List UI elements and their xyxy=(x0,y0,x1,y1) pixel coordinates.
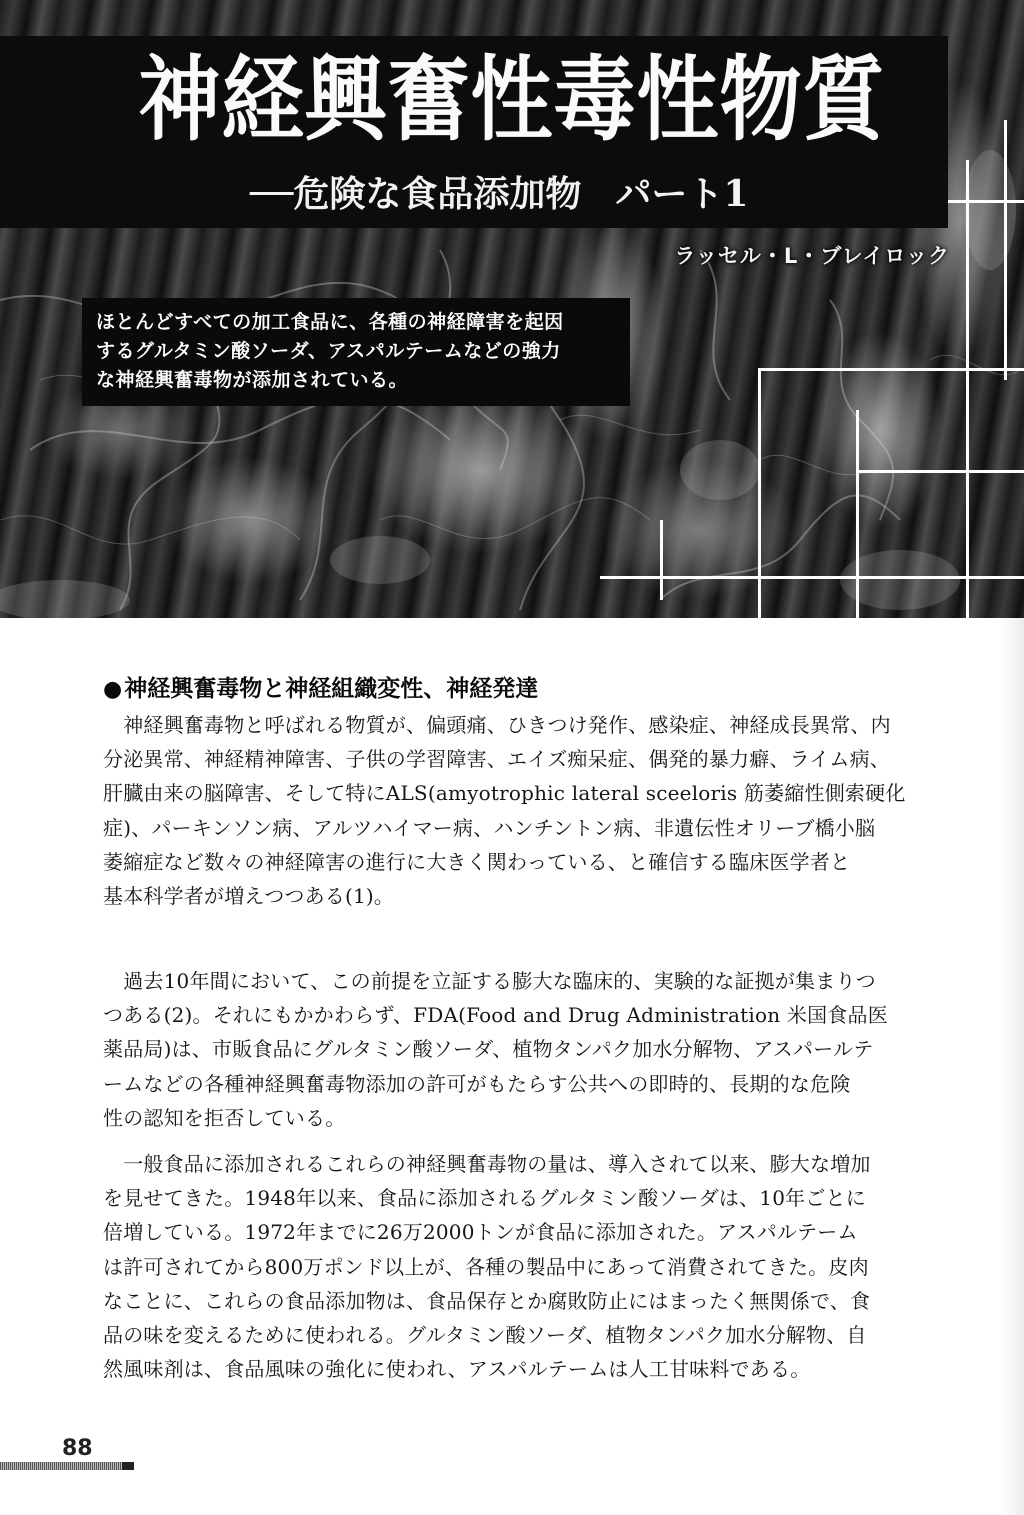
grid-line xyxy=(758,368,761,618)
section-heading xyxy=(103,672,923,707)
grid-line xyxy=(600,576,1024,579)
text-line: なことに、これらの食品添加物は、食品保存とか腐敗防止にはまったく無関係で、食 xyxy=(103,1288,871,1313)
grid-line xyxy=(660,520,663,600)
text-line: を見せてきた。1948年以来、食品に添加されるグルタミン酸ソーダは、10年ごとに xyxy=(103,1186,866,1211)
text-line: 萎縮症など数々の神経障害の進行に大きく関わっている、と確信する臨床医学者と xyxy=(103,849,851,874)
text-line: は許可されてから800万ポンド以上が、各種の製品中にあって消費されてきた。皮肉 xyxy=(103,1254,869,1279)
text-line: つある(2)。それにもかかわらず、FDA(Food and Drug Administration 米国食品医 xyxy=(103,1003,888,1028)
grid-line xyxy=(940,200,1024,203)
paragraph-3 xyxy=(103,1147,933,1386)
text-line: 過去10年間において、この前提を立証する膨大な臨床的、実験的な証拠が集まりつ xyxy=(103,969,876,993)
grid-line xyxy=(856,410,859,618)
lead-line: するグルタミン酸ソーダ、アスパルテームなどの強力 xyxy=(96,340,561,362)
text-line: 性の認知を拒否している。 xyxy=(103,1105,346,1130)
text-line: 品の味を変えるために使われる。グルタミン酸ソーダ、植物タンパク加水分解物、自 xyxy=(103,1323,867,1348)
text-line: 薬品局)は、市販食品にグルタミン酸ソーダ、植物タンパク加水分解物、アスパールテ xyxy=(103,1037,874,1062)
text-line: 然風味剤は、食品風味の強化に使われ、アスパルテームは人工甘味料である。 xyxy=(103,1357,811,1382)
lead-line: ほとんどすべての加工食品に、各種の神経障害を起因 xyxy=(96,311,564,333)
text-line: 神経興奮毒物と呼ばれる物質が、偏頭痛、ひきつけ発作、感染症、神経成長異常、内 xyxy=(103,713,891,737)
page-number-bar-end xyxy=(122,1462,134,1470)
subtitle-text: ──危険な食品添加物 xyxy=(250,173,582,215)
text-line: 肝臓由来の脳障害、そして特にALS(amyotrophic lateral sceeloris 筋萎縮性側索硬化 xyxy=(103,781,906,806)
page-number-bar xyxy=(0,1462,134,1470)
text-line: ームなどの各種神経興奮毒物添加の許可がもたらす公共への即時的、長期的な危険 xyxy=(103,1071,851,1096)
text-line: 症)、パーキンソン病、アルツハイマー病、ハンチントン病、非遺伝性オリーブ橋小脳 xyxy=(103,815,876,840)
page-gutter-shadow xyxy=(1000,618,1024,1515)
page-title: 神経興奮性毒性物質 xyxy=(138,46,886,154)
text-line: 倍増している。1972年までに26万2000トンが食品に添加された。アスパルテーム xyxy=(103,1220,858,1245)
bullet-icon: ● xyxy=(103,677,123,702)
part-label: パート1 xyxy=(615,173,749,215)
subtitle xyxy=(250,170,950,218)
text-line: 分泌異常、神経精神障害、子供の学習障害、エイズ痴呆症、偶発的暴力癖、ライム病、 xyxy=(103,747,890,772)
section-heading-text: 神経興奮毒物と神経組織変性、神経発達 xyxy=(124,676,539,702)
text-line: 一般食品に添加されるこれらの神経興奮毒物の量は、導入されて以来、膨大な増加 xyxy=(103,1152,871,1176)
grid-line xyxy=(966,160,969,618)
grid-line xyxy=(856,470,1024,473)
lead-line: な神経興奮毒物が添加されている。 xyxy=(96,369,409,391)
page-number: 88 xyxy=(62,1436,93,1461)
lead-box xyxy=(82,298,630,406)
grid-line xyxy=(1004,120,1007,380)
paragraph-2 xyxy=(103,964,933,1135)
grid-line xyxy=(758,368,1024,371)
author-name: ラッセル・L・ブレイロック xyxy=(674,244,950,268)
paragraph-1 xyxy=(103,708,933,913)
text-line: 基本科学者が増えつつある(1)。 xyxy=(103,884,395,909)
